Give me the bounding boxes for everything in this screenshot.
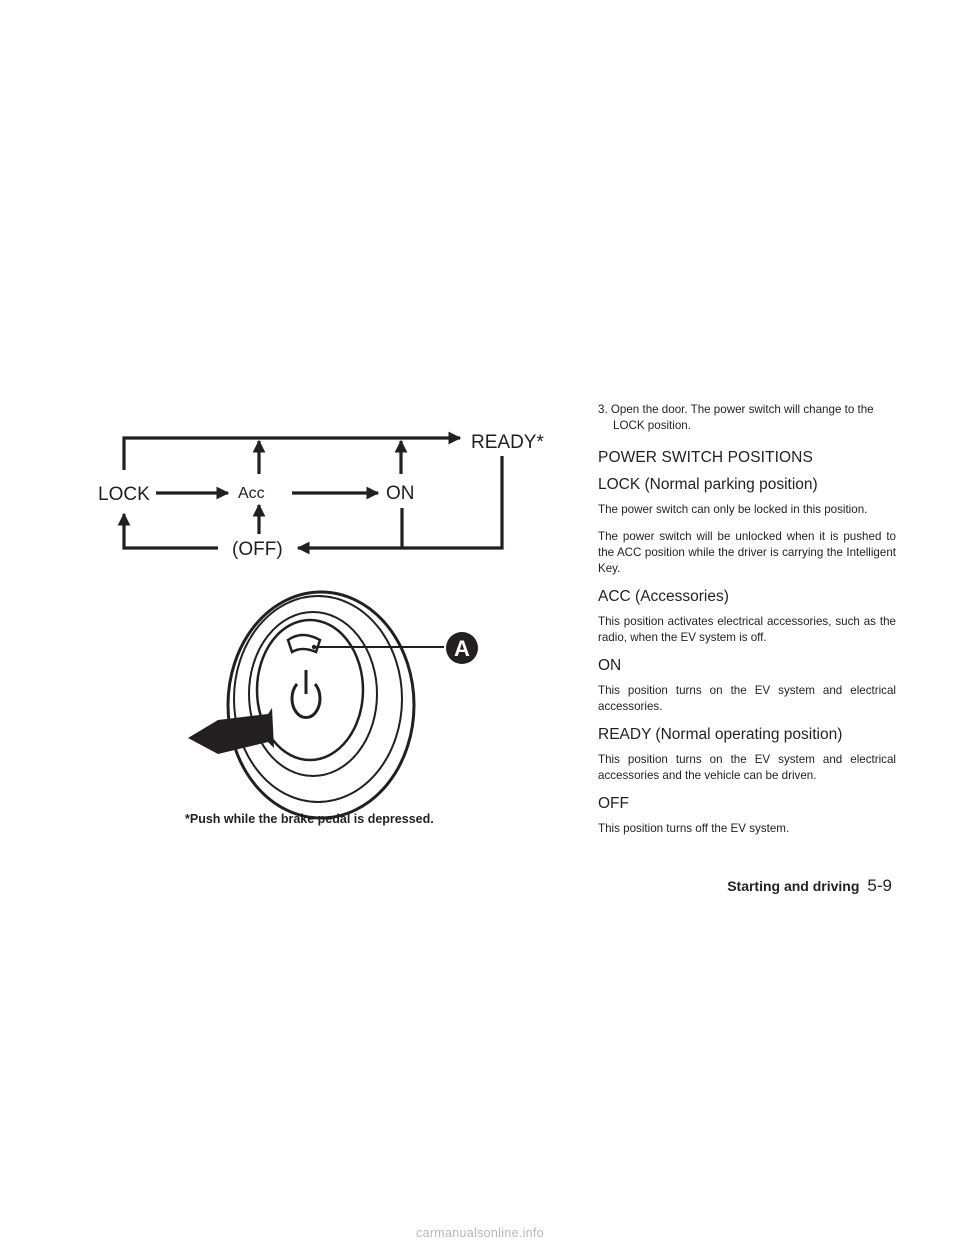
off-paragraph: This position turns off the EV system. <box>598 822 790 835</box>
power-switch-diagram <box>88 418 558 832</box>
on-heading: ON <box>598 657 622 674</box>
lock-bottom-loop <box>124 514 218 548</box>
label-lock: LOCK <box>98 484 150 505</box>
ready-heading: READY (Normal operating position) <box>598 726 843 743</box>
top-loop-line <box>124 438 460 470</box>
figure-caption: *Push while the brake pedal is depressed. <box>185 812 434 826</box>
acc-paragraph: This position activates electrical accessories, such as the radio, when the EV system is off. <box>598 615 896 644</box>
callout-a-label: A <box>454 636 470 661</box>
push-arrow-icon <box>188 708 274 754</box>
watermark: carmanualsonline.info <box>416 1226 544 1240</box>
label-off: (OFF) <box>232 539 283 560</box>
lock-paragraph-2: The power switch will be unlocked when it is pushed to the ACC position while the driver is carrying the Intelligent Key. <box>598 530 896 575</box>
ready-paragraph: This position turns on the EV system and electrical accessories and the vehicle can be driven. <box>598 753 896 782</box>
main-text-column <box>598 402 896 848</box>
label-ready: READY* <box>471 432 544 453</box>
label-acc: Acc <box>238 485 265 502</box>
section-title: POWER SWITCH POSITIONS <box>598 449 813 466</box>
page-footer <box>727 876 892 896</box>
power-switch-figure <box>88 418 558 832</box>
off-heading: OFF <box>598 795 629 812</box>
acc-heading: ACC (Accessories) <box>598 588 729 605</box>
label-on: ON <box>386 483 415 504</box>
step-3: 3. Open the door. The power switch will change to the LOCK position. <box>598 403 874 432</box>
on-paragraph: This position turns on the EV system and electrical accessories. <box>598 684 896 713</box>
footer-page-number: 5-9 <box>867 876 892 895</box>
lock-heading: LOCK (Normal parking position) <box>598 476 818 493</box>
footer-section-title: Starting and driving <box>727 878 860 894</box>
lock-paragraph-1: The power switch can only be locked in this position. <box>598 503 868 516</box>
power-button-illustration <box>188 592 478 818</box>
